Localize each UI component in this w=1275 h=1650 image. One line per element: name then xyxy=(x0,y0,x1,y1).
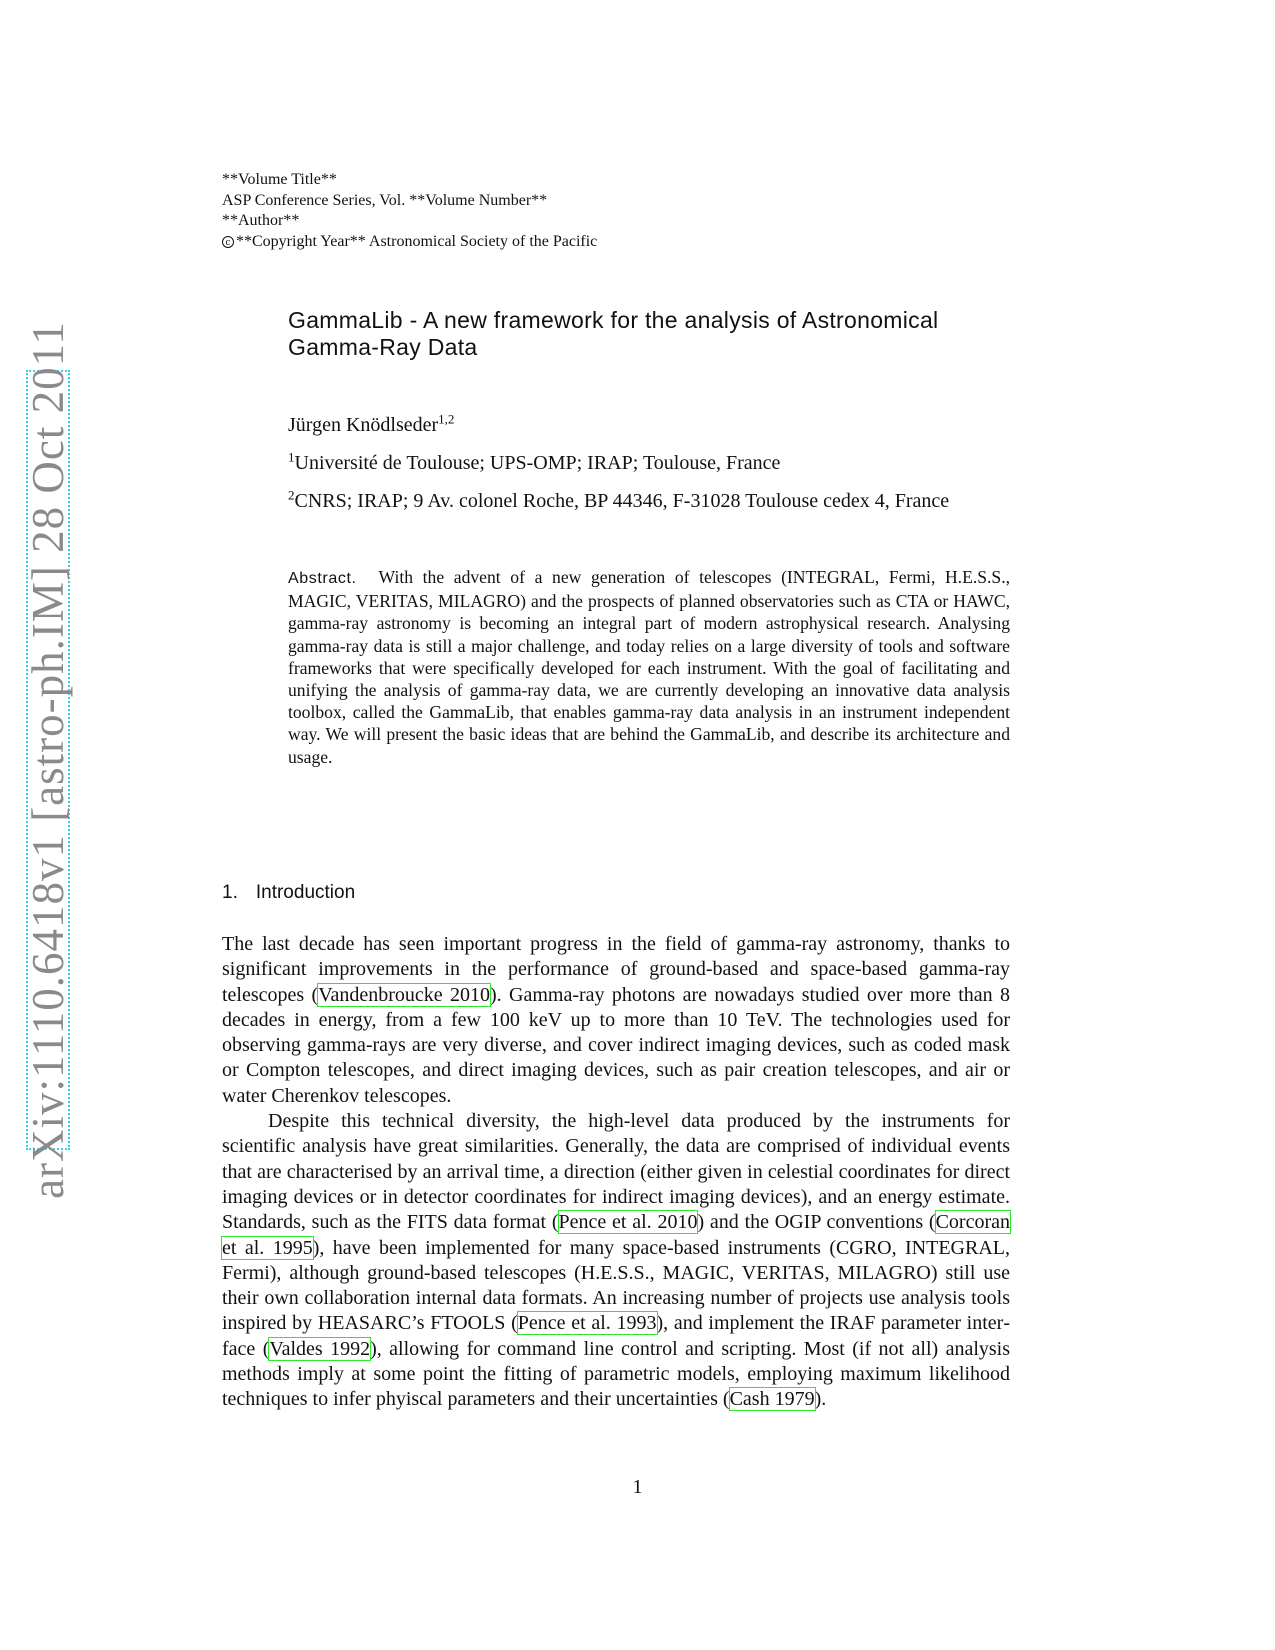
affiliation-mark: 1 xyxy=(288,449,295,465)
abstract-text: With the advent of a new generation of telescopes (INTEGRAL, Fermi, H.E.S.S., MAGIC, VERITAS, MILAGRO) and the prospects of planned observatories such as CTA or HAWC, gamma-ray astronomy is becoming an integral part of modern astrophysical research. Analysing gamma-ray data is still a major challenge, and today relies on a large diversity of tools and software frameworks that were specifically developed for each instrument. With the goal of facilitating and unifying the analysis of gamma-ray data, we are currently developing an innovative data analysis toolbox, called the GammaLib, that enables gamma-ray data analysis in an instrument independent way. We will present the basic ideas that are behind the GammaLib, and describe its architecture and usage. xyxy=(288,567,1010,767)
text-run: ), allowing for command line control and scripting. Most (if not all) analysis methods imply at some point the fitting of parametric models, employing maximum likelihood techniques to infer phyiscal parameters and their uncertainties ( xyxy=(222,1337,1010,1411)
arxiv-identifier: arXiv:1110.6418v1 [astro-ph.IM] 28 Oct 2011 xyxy=(23,321,73,1199)
copyright-text: **Copyright Year** Astronomical Society of the Pacific xyxy=(236,232,598,250)
affiliation-text: Université de Toulouse; UPS-OMP; IRAP; Toulouse, France xyxy=(294,452,781,474)
citation-link[interactable]: Pence et al. 2010 xyxy=(558,1211,698,1234)
title-line-2: Gamma-Ray Data xyxy=(288,334,478,360)
author xyxy=(288,411,455,437)
section-number: 1. xyxy=(222,882,238,903)
text-run: ) and the OGIP conventions ( xyxy=(697,1211,936,1234)
text-run: The last decade has seen important progress in the field of gamma-ray astronomy, thanks to significant improvements in the performance of ground-based and space-based gamma-ray telescopes ( xyxy=(222,933,1010,1006)
text-run: ). xyxy=(814,1388,827,1411)
section-title: Introduction xyxy=(255,882,356,903)
citation-link[interactable]: Corcoran et al. 1995 xyxy=(222,1211,1010,1259)
abstract-label: Abstract. xyxy=(288,570,357,587)
abstract xyxy=(288,566,1010,768)
author-affiliation-marks: 1,2 xyxy=(438,411,455,427)
text-run: Despite this technical diversity, the high-level data produced by the instruments for scientific analysis have great similarities. Generally, the data are comprised of individual events that are characterised by an arrival time, a direction (either given in celestial coordinates for direct imaging devices or in detector coordinates for indirect imaging devices), and an energy estimate. Standards, such as the FITS data format ( xyxy=(222,1110,1010,1234)
citation-link[interactable]: Vandenbroucke 2010 xyxy=(318,983,490,1006)
series-info: ASP Conference Series, Vol. **Volume Number** xyxy=(222,191,548,209)
body-text xyxy=(222,932,1010,1413)
affiliation-2 xyxy=(288,489,1008,514)
affiliation-mark: 2 xyxy=(288,487,295,503)
text-run: ). Gamma-ray photons are nowadays studied over more than 8 decades in energy, from a few 100 keV up to more than 10 TeV. The technologies used for observing gamma-rays are very diverse, and cover indirect imaging devices, such as coded mask or Compton telescopes, and direct imaging devices, such as pair creation telescopes, and air or water Cherenkov telescopes. xyxy=(222,983,1010,1107)
citation-link[interactable]: Pence et al. 1993 xyxy=(517,1312,657,1335)
title-line-1: GammaLib - A new framework for the analysis of Astronomical xyxy=(288,307,939,333)
paper-title xyxy=(288,307,1028,361)
citation-link[interactable]: Valdes 1992 xyxy=(269,1337,371,1360)
affiliation-1 xyxy=(288,449,781,475)
author-name: Jürgen Knödlseder xyxy=(288,414,439,436)
paragraph xyxy=(222,1109,1010,1413)
text-run: ), have been implemented for many space-based instruments (CGRO, INTEGRAL, Fermi), although ground-based telescopes (H.E.S.S., MAGIC, VERITAS, MILAGRO) still use their own collaboration internal data formats. An increasing number of projects use analysis tools inspired by HEASARC’s FTOOLS ( xyxy=(222,1236,1010,1335)
page-number: 1 xyxy=(632,1476,643,1498)
copyright-line xyxy=(222,232,597,253)
arxiv-stamp xyxy=(23,321,73,1199)
affiliation-text: CNRS; IRAP; 9 Av. colonel Roche, BP 44346, F-31028 Toulouse cedex 4, France xyxy=(294,490,950,512)
paragraph xyxy=(222,932,1010,1109)
copyright-icon: c xyxy=(222,236,234,248)
author-placeholder: **Author** xyxy=(222,212,300,229)
citation-link[interactable]: Cash 1979 xyxy=(729,1388,815,1411)
volume-title: **Volume Title** xyxy=(222,171,337,188)
text-run: ), and implement the IRAF parameter interface ( xyxy=(222,1312,1011,1360)
running-header xyxy=(222,170,597,252)
section-heading xyxy=(222,882,355,904)
